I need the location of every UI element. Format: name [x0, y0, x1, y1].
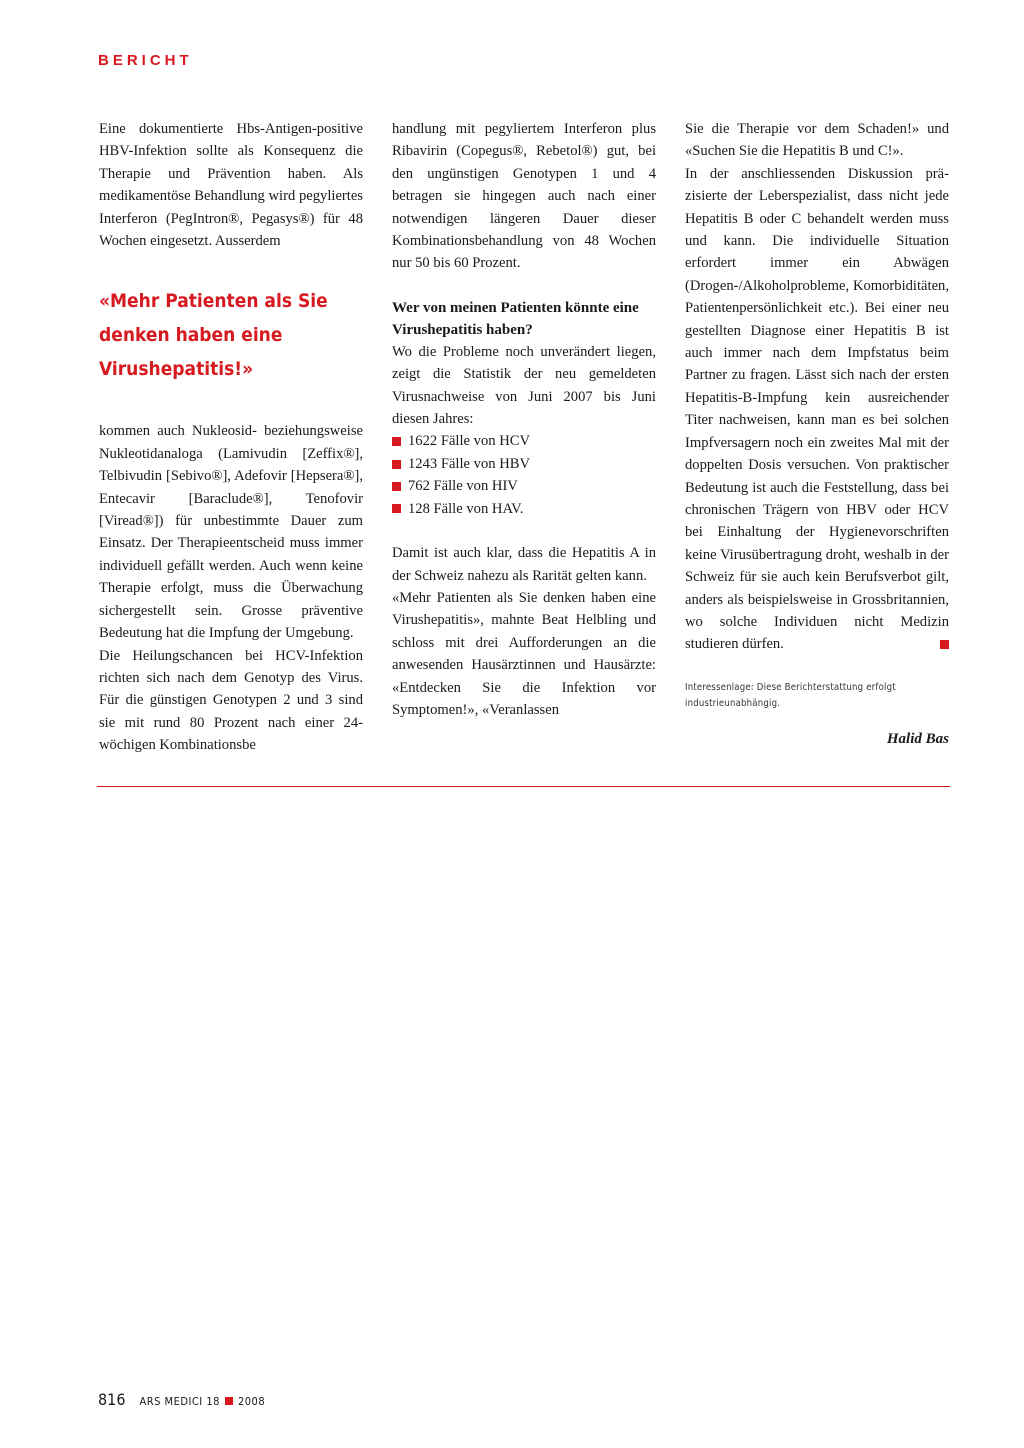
case-statistics-list: [392, 430, 656, 520]
column-3: [685, 118, 949, 750]
body-paragraph: In der anschliessenden Diskussion präzisierte der Leberspezialist, dass nicht jede Hepatitis B oder C behandelt werden muss und kann. Die individuelle Situation erfordert immer ein Abwägen (Drogen-/Alkoholprobleme, Komorbiditäten, Patientenpersönlichkeit etc.). Bei einer neu gestellten Diagnose einer Hepatitis B ist auch immer nach dem Impfstatus beim Partner zu fragen. Lässt sich nach der ersten Hepatitis-B-Impfung kein ausreichender Titer nachweisen, kann man es bei solchen Impfversagern noch ein zweites Mal mit der doppelten Dosis versuchen. Von praktischer Bedeutung ist auch die Feststellung, dass bei chronischen Trägern von HBV oder HCV bei Einhaltung der Hygienevorschriften keine Virusübertragung droht, weshalb in der Schweiz für sie auch kein Berufsverbot gilt, anders als beispielsweise in Grossbritannien, wo solche Individuen nicht Medizin studieren dürfen.: [685, 165, 949, 653]
pull-quote: «Mehr Patienten als Sie denken haben eine Virushepatitis!»: [99, 290, 328, 381]
subheading: Wer von meinen Patienten könnte eine Virushepatitis haben?: [392, 299, 639, 338]
body-paragraph: kommen auch Nukleosid- beziehungsweise Nukleotidanaloga (Lamivudin [Zeffix®], Telbivudin [Sebivo®], Adefovir [Hepsera®], Entecavir [Baraclude®], Tenofovir [Viread®]) für unbestimmte Dauer zum Einsatz. Der Therapieentscheid muss immer individuell gefällt werden. Auch wenn keine Therapie erfolgt, muss die Überwachung sichergestellt sein. Grosse präventive Bedeutung hat die Impfung der Umgebung.: [99, 423, 363, 642]
bullet-square-icon: [392, 437, 401, 446]
page-footer: [98, 1390, 265, 1409]
body-paragraph: Damit ist auch klar, dass die Hepatitis A in der Schweiz nahezu als Rarität gelten kann.: [392, 545, 656, 584]
list-item: 762 Fälle von HIV: [392, 475, 656, 497]
bullet-square-icon: [392, 482, 401, 491]
list-item: 128 Fälle von HAV.: [392, 498, 656, 520]
body-paragraph: Die Heilungschancen bei HCV-Infektion richten sich nach dem Genotyp des Virus. Für die günstigen Genotypen 2 und 3 sind sie mit rund 80 Prozent nach einer 24-wöchigen Kombinationsbe: [99, 647, 363, 754]
page-number: 816: [98, 1390, 126, 1409]
list-item: 1622 Fälle von HCV: [392, 430, 656, 452]
bullet-square-icon: [392, 504, 401, 513]
author-name: Halid Bas: [886, 730, 949, 747]
column-1: [99, 118, 363, 757]
body-paragraph: «Mehr Patienten als Sie denken haben eine Virushepatitis», mahnte Beat Helbling und schloss mit drei Aufforderungen an die anwesenden Hausärztinnen und Hausärzte: «Entdecken Sie die Infektion vor Symptomen!», «Veranlassen: [392, 589, 656, 718]
divider-line: [97, 786, 950, 787]
journal-name: ARS MEDICI 18: [139, 1395, 220, 1408]
body-paragraph: Eine dokumentierte Hbs-Antigen-positive HBV-Infektion sollte als Konsequenz die Therapie und Prävention haben. Als medikamentöse Behandlung wird pegyliertes Interferon (PegIntron®, Pegasys®) für 48 Wochen eingesetzt. Ausserdem: [99, 121, 363, 250]
separator-square-icon: [225, 1397, 233, 1405]
column-2: [392, 118, 656, 721]
issue-year: 2008: [237, 1395, 266, 1408]
section-label: BERICHT: [98, 52, 193, 69]
list-item: 1243 Fälle von HBV: [392, 453, 656, 475]
body-paragraph: Wo die Probleme noch unverändert liegen, zeigt die Statistik der neu gemeldeten Virusnachweise von Juni 2007 bis Juni diesen Jahres:: [392, 343, 656, 428]
disclosure-note: Interessenlage: Diese Berichterstattung erfolgt industrieunabhängig.: [685, 681, 896, 709]
bullet-square-icon: [392, 460, 401, 469]
body-paragraph: handlung mit pegyliertem Interferon plus Ribavirin (Copegus®, Rebetol®) gut, bei den ungünstigen Genotypen 1 und 4 betragen sie hingegen auch nach einer notwendigen längeren Dauer dieser Kombinationsbehandlung von 48 Wochen nur 50 bis 60 Prozent.: [392, 121, 656, 272]
end-mark-icon: [940, 640, 949, 649]
body-paragraph: Sie die Therapie vor dem Schaden!» und «Suchen Sie die Hepatitis B und C!».: [685, 121, 949, 160]
